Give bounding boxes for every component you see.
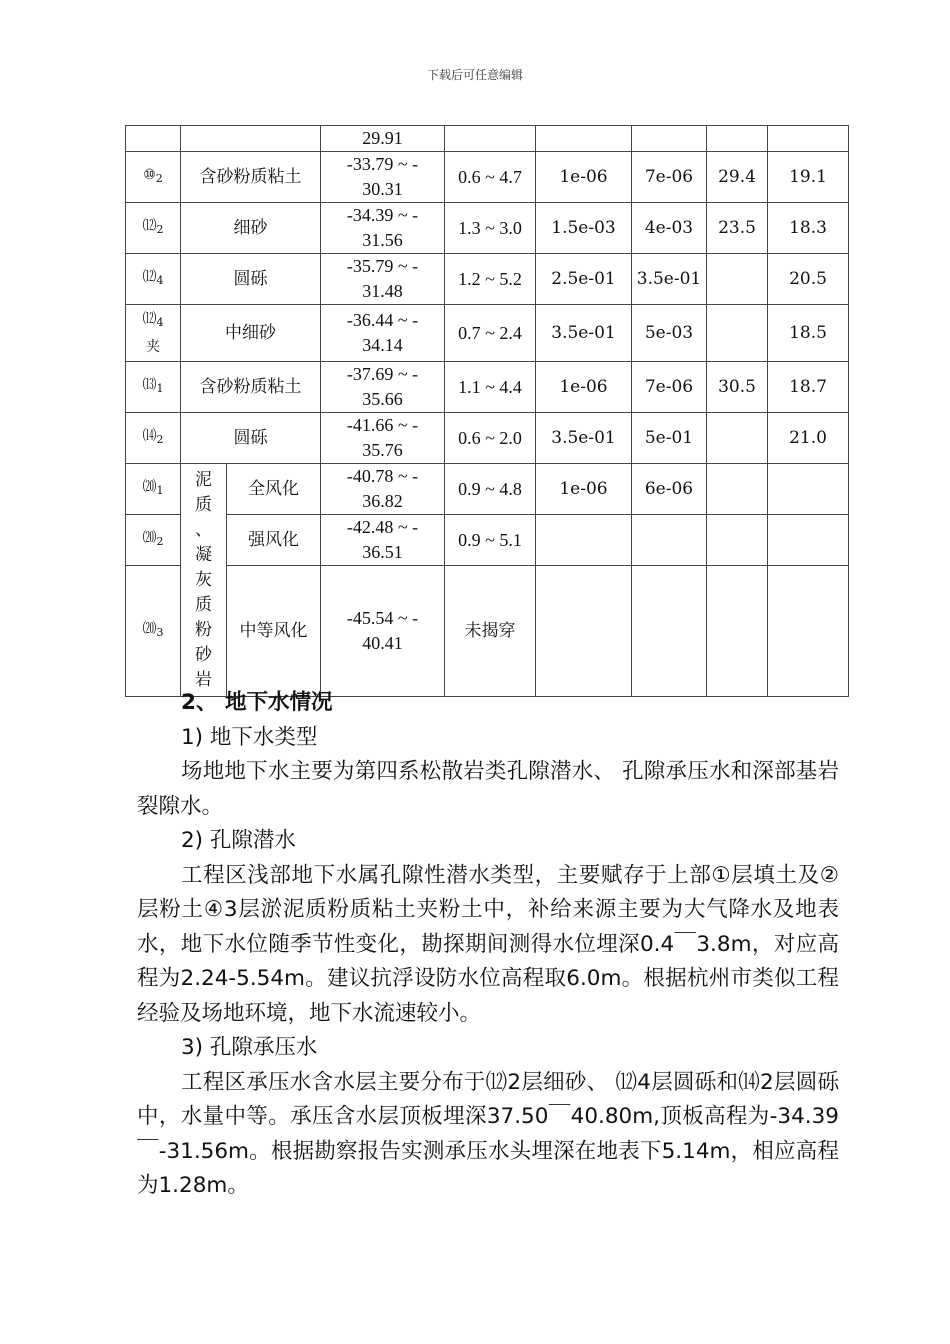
c-cell: 23.5 — [707, 203, 768, 254]
layer-id-cell: $⒁_2$ — [126, 413, 181, 464]
k1-cell: 3.5e-01 — [536, 305, 632, 362]
thickness-cell: 未揭穿 — [445, 566, 536, 697]
table-row — [126, 362, 849, 413]
k1-cell: 1e-06 — [536, 464, 632, 515]
c-cell — [707, 566, 768, 697]
thickness-cell: 0.7 ~ 2.4 — [445, 305, 536, 362]
c-cell: 30.5 — [707, 362, 768, 413]
w-cell — [768, 464, 849, 515]
table-row — [126, 305, 849, 362]
table-row — [126, 515, 849, 566]
thickness-cell: 1.2 ~ 5.2 — [445, 254, 536, 305]
soil-layer-table — [125, 125, 849, 697]
c-cell — [707, 464, 768, 515]
k2-cell: 7e-06 — [632, 362, 707, 413]
c-cell — [707, 515, 768, 566]
layer-name-cell: 中等风化 — [227, 566, 321, 697]
subsection-title-phreatic: 2) 孔隙潜水 — [181, 828, 296, 853]
k1-cell: 2.5e-01 — [536, 254, 632, 305]
c-cell: 29.4 — [707, 152, 768, 203]
thickness-cell: 0.9 ~ 5.1 — [445, 515, 536, 566]
k1-cell — [536, 515, 632, 566]
w-cell: 20.5 — [768, 254, 849, 305]
c-cell — [707, 254, 768, 305]
layer-id-cell: $⒇_1$ — [126, 464, 181, 515]
table-row — [126, 464, 849, 515]
thickness-cell: 0.9 ~ 4.8 — [445, 464, 536, 515]
thickness-cell — [445, 126, 536, 152]
table-row — [126, 413, 849, 464]
layer-name-cell — [181, 126, 321, 152]
w-cell: 18.7 — [768, 362, 849, 413]
thickness-cell: 0.6 ~ 4.7 — [445, 152, 536, 203]
elevation-cell: -36.44 ~ - 34.14 — [321, 305, 445, 362]
layer-name-cell: 全风化 — [227, 464, 321, 515]
table-row — [126, 126, 849, 152]
elevation-cell: -33.79 ~ - 30.31 — [321, 152, 445, 203]
layer-id-cell: $⒇_2$ — [126, 515, 181, 566]
k2-cell: 4e-03 — [632, 203, 707, 254]
paragraph-phreatic: 工程区浅部地下水属孔隙性潜水类型，主要赋存于上部①层填土及②层粉土④3层淤泥质粉质粘土夹粉土中，补给来源主要为大气降水及地表水，地下水位随季节性变化，勘探期间测得水位埋深0.4￣3.8m，对应高程为2.24-5.54m。建议抗浮设防水位高程取6.0m。根据杭州市类似工程经验及场地环境，地下水流速较小。 — [137, 862, 839, 1026]
w-cell: 19.1 — [768, 152, 849, 203]
layer-id-cell: $⑿_4$ — [126, 254, 181, 305]
layer-name-cell: 含砂粉质粘土 — [181, 362, 321, 413]
w-cell: 21.0 — [768, 413, 849, 464]
thickness-cell: 0.6 ~ 2.0 — [445, 413, 536, 464]
layer-name-cell: 强风化 — [227, 515, 321, 566]
k2-cell — [632, 515, 707, 566]
layer-name-cell: 含砂粉质粘土 — [181, 152, 321, 203]
w-cell — [768, 566, 849, 697]
layer-id-cell: $⒇_3$ — [126, 566, 181, 697]
k2-cell — [632, 126, 707, 152]
k1-cell — [536, 126, 632, 152]
thickness-cell: 1.3 ~ 3.0 — [445, 203, 536, 254]
subsection-title-type: 1) 地下水类型 — [181, 724, 318, 750]
groundwater-section — [137, 686, 839, 1204]
table-row — [126, 152, 849, 203]
elevation-cell: -35.79 ~ - 31.48 — [321, 254, 445, 305]
c-cell — [707, 126, 768, 152]
c-cell — [707, 413, 768, 464]
w-cell — [768, 126, 849, 152]
elevation-cell: -40.78 ~ - 36.82 — [321, 464, 445, 515]
k1-cell: 3.5e-01 — [536, 413, 632, 464]
k2-cell: 6e-06 — [632, 464, 707, 515]
layer-id-cell: $⑿_4$ 夹 — [126, 305, 181, 362]
elevation-cell: 29.91 — [321, 126, 445, 152]
w-cell: 18.3 — [768, 203, 849, 254]
table-row — [126, 566, 849, 697]
table-row — [126, 254, 849, 305]
k2-cell — [632, 566, 707, 697]
w-cell: 18.5 — [768, 305, 849, 362]
w-cell — [768, 515, 849, 566]
c-cell — [707, 305, 768, 362]
k2-cell: 5e-03 — [632, 305, 707, 362]
k1-cell — [536, 566, 632, 697]
k2-cell: 7e-06 — [632, 152, 707, 203]
elevation-cell: -45.54 ~ - 40.41 — [321, 566, 445, 697]
layer-id-cell — [126, 126, 181, 152]
section-title: 2、 地下水情况 — [181, 690, 333, 715]
paragraph-type: 场地地下水主要为第四系松散岩类孔隙潜水、 孔隙承压水和深部基岩裂隙水。 — [137, 759, 839, 819]
elevation-cell: -41.66 ~ - 35.76 — [321, 413, 445, 464]
layer-name-cell: 圆砾 — [181, 254, 321, 305]
elevation-cell: -34.39 ~ - 31.56 — [321, 203, 445, 254]
layer-id-cell: $⑿_2$ — [126, 203, 181, 254]
rock-group-cell: 泥 质 、 凝 灰 质 粉 砂 岩 — [181, 464, 227, 697]
k2-cell: 5e-01 — [632, 413, 707, 464]
k1-cell: 1e-06 — [536, 152, 632, 203]
elevation-cell: -37.69 ~ - 35.66 — [321, 362, 445, 413]
page-header: 下载后可任意编辑 — [426, 68, 523, 82]
subsection-title-confined: 3) 孔隙承压水 — [181, 1035, 318, 1060]
layer-name-cell: 圆砾 — [181, 413, 321, 464]
paragraph-confined: 工程区承压水含水层主要分布于⑿2层细砂、 ⑿4层圆砾和⒁2层圆砾中，水量中等。承压含水层顶板埋深37.50￣40.80m,顶板高程为-34.39 ￣-31.56m。根据勘察报告实测承压水头埋深在地表下5.14m，相应高程为1.28m。 — [137, 1069, 839, 1198]
layer-id-cell: $⑩_2$ — [126, 152, 181, 203]
table-row — [126, 203, 849, 254]
k2-cell: 3.5e-01 — [632, 254, 707, 305]
k1-cell: 1e-06 — [536, 362, 632, 413]
layer-name-cell: 细砂 — [181, 203, 321, 254]
elevation-cell: -42.48 ~ - 36.51 — [321, 515, 445, 566]
layer-name-cell: 中细砂 — [181, 305, 321, 362]
thickness-cell: 1.1 ~ 4.4 — [445, 362, 536, 413]
layer-id-cell: $⒀_1$ — [126, 362, 181, 413]
k1-cell: 1.5e-03 — [536, 203, 632, 254]
